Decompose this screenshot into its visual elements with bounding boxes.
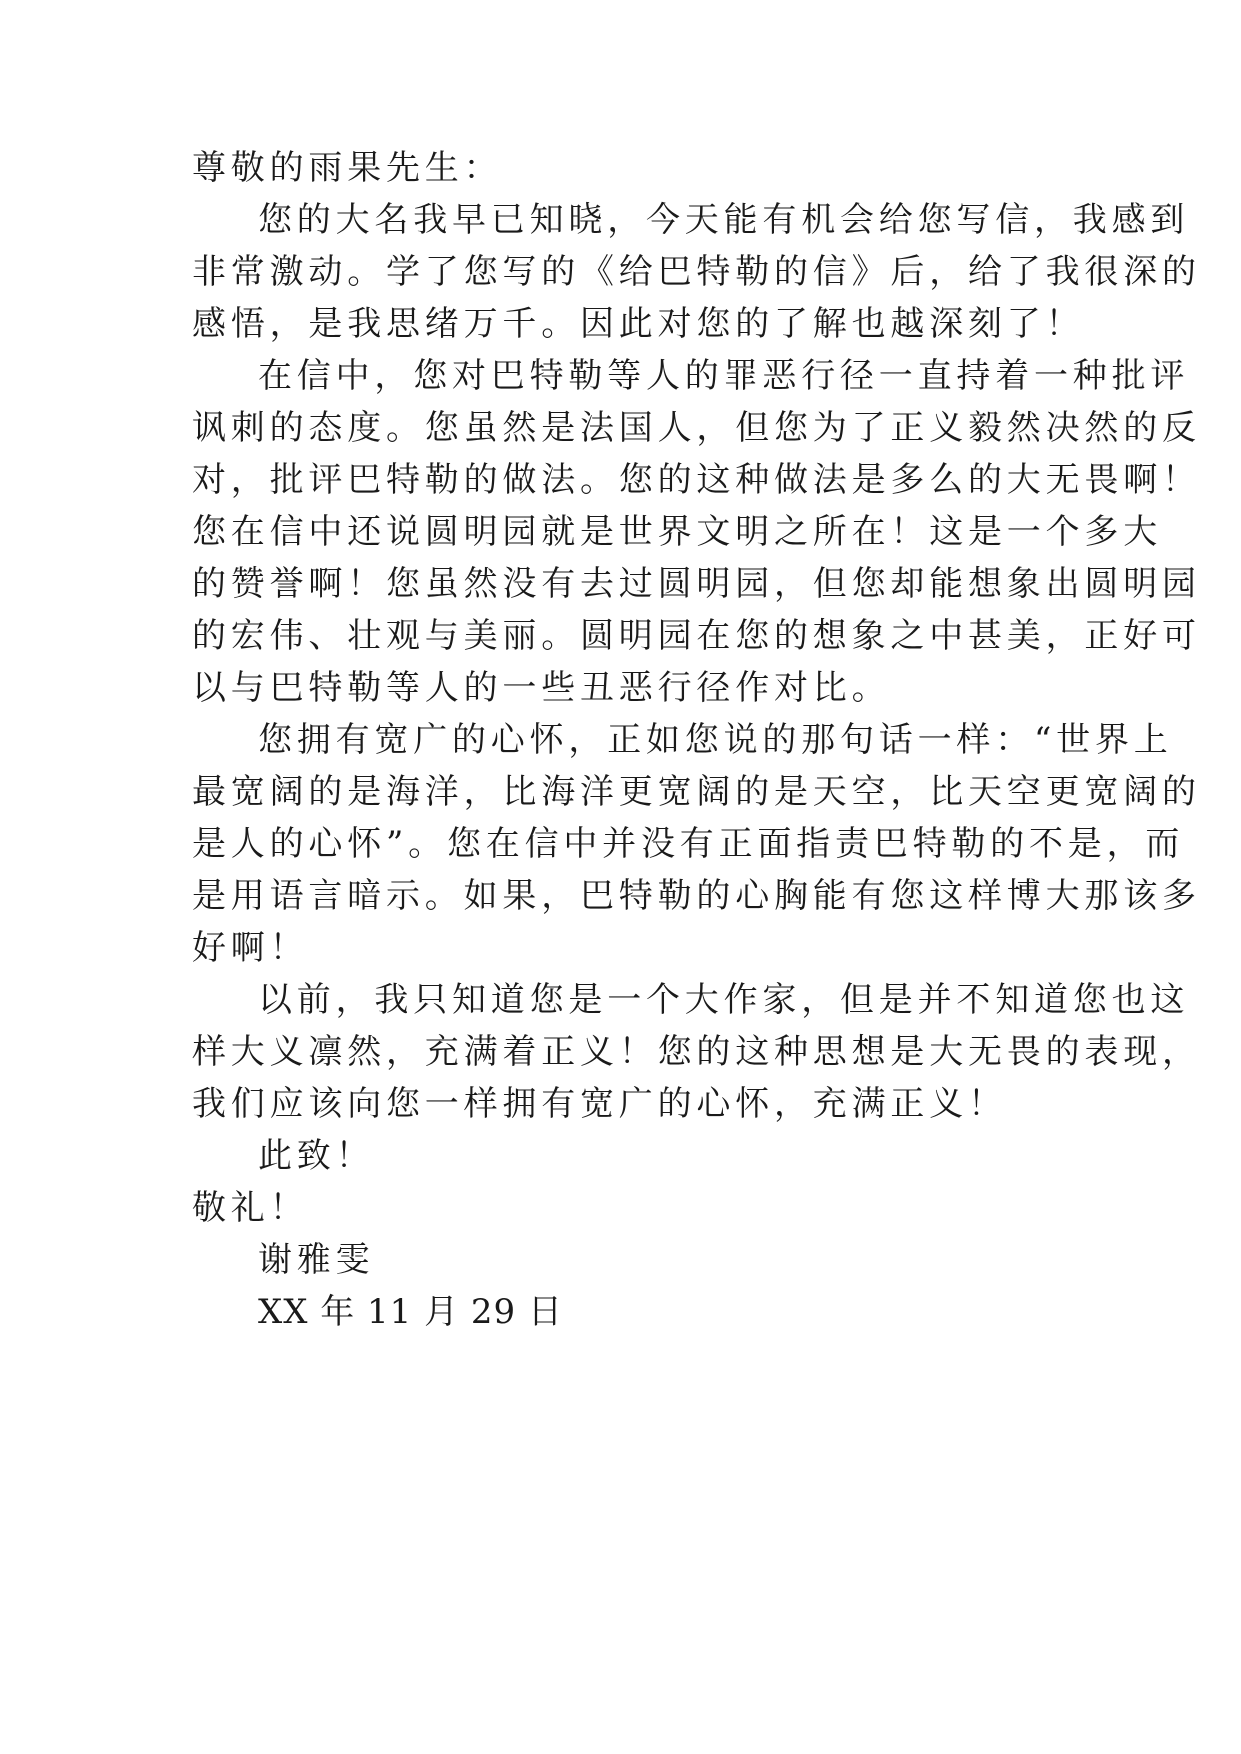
body-line-15: 好啊！ <box>192 928 309 968</box>
body-line-12: 最宽阔的是海洋，比海洋更宽阔的是天空，比天空更宽阔的 <box>192 772 1201 812</box>
body-line-3: 感悟，是我思绪万千。因此对您的了解也越深刻了！ <box>192 304 1085 344</box>
body-line-6: 对，批评巴特勒的做法。您的这种做法是多么的大无畏啊！ <box>192 460 1201 500</box>
body-line-8: 的赞誉啊！您虽然没有去过圆明园，但您却能想象出圆明园 <box>192 564 1201 604</box>
body-line-2: 非常激动。学了您写的《给巴特勒的信》后，给了我很深的 <box>192 252 1201 292</box>
body-line-18: 我们应该向您一样拥有宽广的心怀，充满正义！ <box>192 1084 1007 1124</box>
body-line-13: 是人的心怀”。您在信中并没有正面指责巴特勒的不是，而 <box>192 824 1185 864</box>
body-line-17: 样大义凛然，充满着正义！您的这种思想是大无畏的表现， <box>192 1032 1201 1072</box>
body-line-16: 以前，我只知道您是一个大作家，但是并不知道您也这 <box>258 980 1190 1020</box>
body-line-1: 您的大名我早已知晓，今天能有机会给您写信，我感到 <box>258 200 1190 240</box>
salutation: 尊敬的雨果先生： <box>192 148 503 188</box>
body-line-7: 您在信中还说圆明园就是世界文明之所在！这是一个多大 <box>192 512 1162 552</box>
body-line-14: 是用语言暗示。如果，巴特勒的心胸能有您这样博大那该多 <box>192 876 1201 916</box>
body-line-5: 讽刺的态度。您虽然是法国人，但您为了正义毅然决然的反 <box>192 408 1201 448</box>
date: XX 年 11 月 29 日 <box>258 1292 563 1332</box>
body-line-9: 的宏伟、壮观与美丽。圆明园在您的想象之中甚美，正好可 <box>192 616 1201 656</box>
body-line-4: 在信中，您对巴特勒等人的罪恶行径一直持着一种批评 <box>258 356 1190 396</box>
body-line-11: 您拥有宽广的心怀，正如您说的那句话一样：“世界上 <box>258 720 1173 760</box>
closing-ci-zhi: 此致！ <box>258 1136 375 1176</box>
signature: 谢雅雯 <box>258 1240 375 1280</box>
body-line-10: 以与巴特勒等人的一些丑恶行径作对比。 <box>192 668 891 708</box>
closing-jing-li: 敬礼！ <box>192 1188 309 1228</box>
